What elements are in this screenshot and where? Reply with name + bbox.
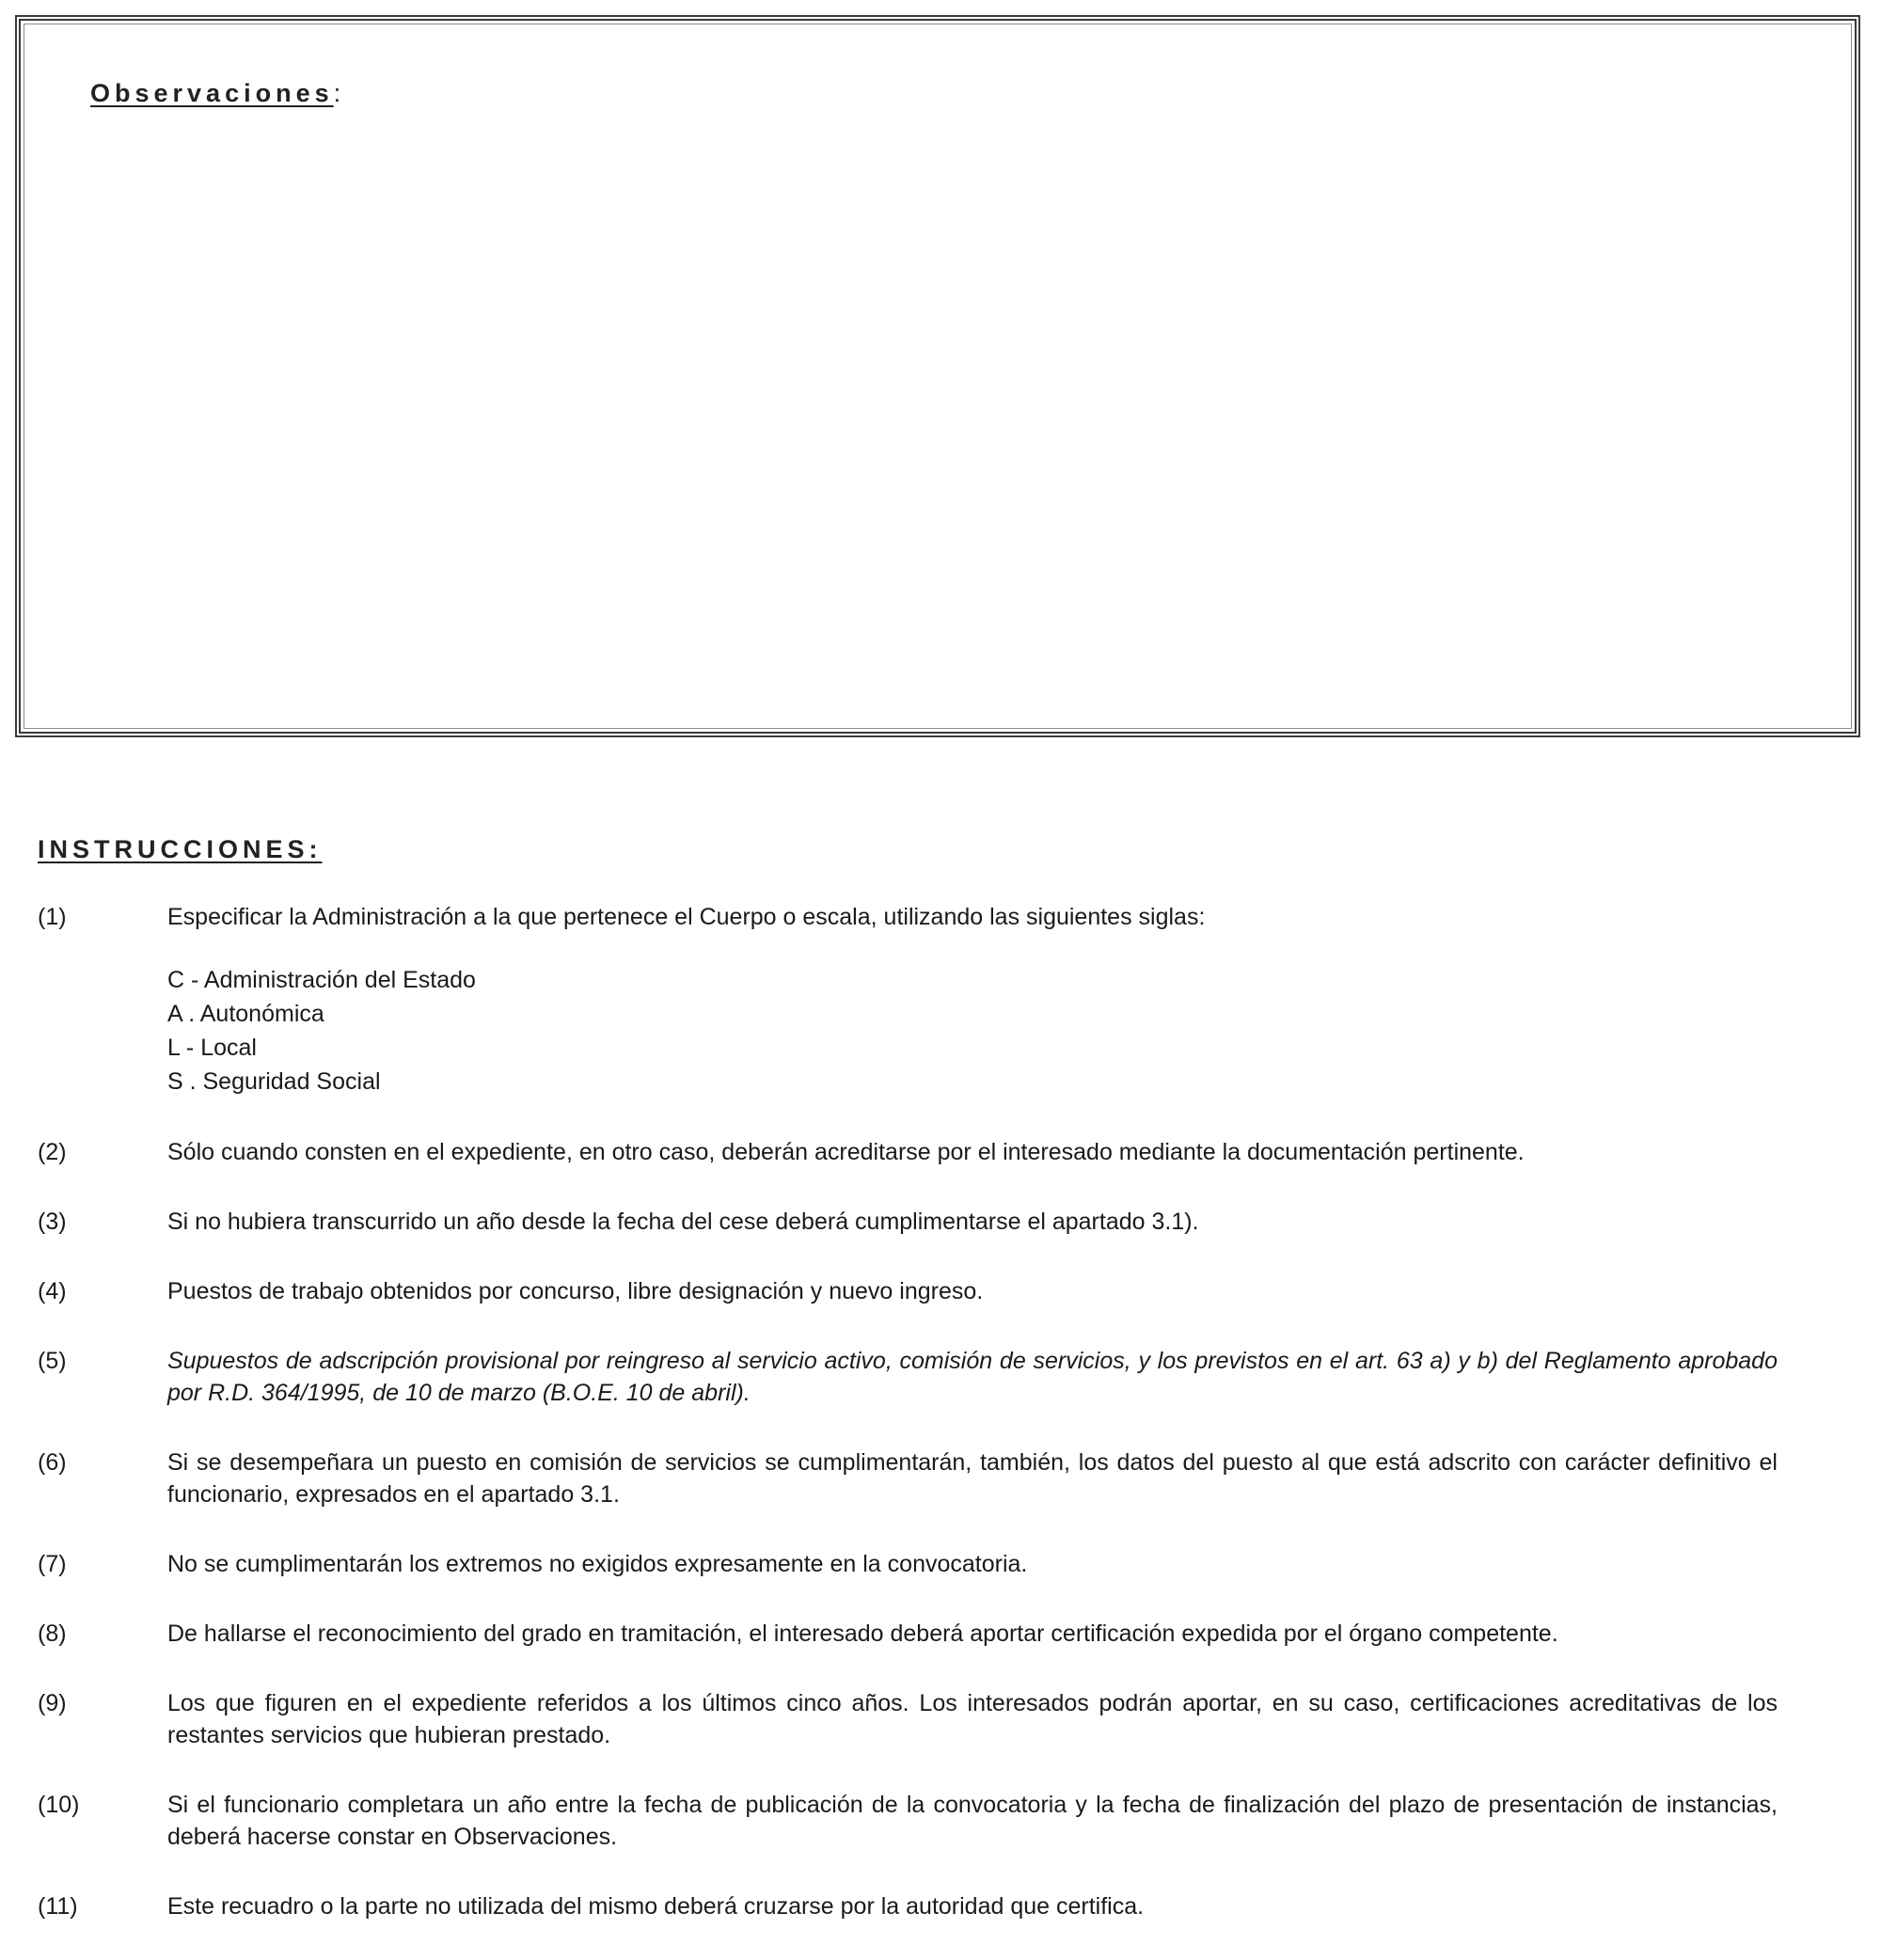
instruction-item-2 (38, 1136, 1778, 1168)
instruction-number: (2) (38, 1139, 67, 1165)
instruction-number: (5) (38, 1348, 67, 1374)
instruction-number: (3) (38, 1209, 67, 1235)
sigla-item: C - Administración del Estado (167, 967, 476, 993)
observaciones-colon: : (333, 79, 341, 107)
instruction-text: De hallarse el reconocimiento del grado en tramitación, el interesado deberá aportar certificación expedida por el órgano competente. (167, 1620, 1558, 1647)
instruction-number: (1) (38, 904, 67, 930)
instruction-text: Este recuadro o la parte no utilizada del mismo deberá cruzarse por la autoridad que certifica. (167, 1893, 1145, 1920)
instruction-text: Supuestos de adscripción provisional por reingreso al servicio activo, comisión de servicios, y los previstos en el art. 63 a) y b) del Reglamento aprobado por R.D. 364/1995, de 10 de marzo (B.O.E. 10 de abril). (167, 1348, 1778, 1406)
instruction-item-3 (38, 1206, 1778, 1238)
instruction-item-4 (38, 1275, 1778, 1307)
observaciones-box (15, 15, 1860, 737)
instruction-number: (10) (38, 1792, 80, 1818)
sigla-item: A . Autonómica (167, 1001, 324, 1027)
instruction-item-8 (38, 1618, 1778, 1650)
instrucciones-list (38, 901, 1778, 1960)
observaciones-title: Observaciones: (90, 79, 341, 107)
instruction-text: Si el funcionario completara un año entre la fecha de publicación de la convocatoria y la fecha de finalización del plazo de presentación de instancias, deberá hacerse constar en Observaciones. (167, 1792, 1778, 1850)
instruction-number: (9) (38, 1690, 67, 1716)
instrucciones-title: INSTRUCCIONES: (38, 835, 323, 863)
instruction-text: Los que figuren en el expediente referidos a los últimos cinco años. Los interesados podrán aportar, en su caso, certificaciones acreditativas de los restantes servicios que hubieran prestado. (167, 1690, 1778, 1748)
instruction-text: Si no hubiera transcurrido un año desde la fecha del cese deberá cumplimentarse el apartado 3.1). (167, 1209, 1199, 1235)
instruction-item-5 (38, 1345, 1778, 1409)
instruction-item-7 (38, 1548, 1778, 1580)
instruction-number: (11) (38, 1893, 78, 1920)
instruction-number: (6) (38, 1449, 67, 1476)
instruction-item-11 (38, 1890, 1778, 1922)
instruction-item-1 (38, 901, 1778, 933)
instruction-text: Puestos de trabajo obtenidos por concurso, libre designación y nuevo ingreso. (167, 1278, 984, 1304)
sigla-item: S . Seguridad Social (167, 1068, 381, 1095)
instruction-item-10 (38, 1789, 1778, 1853)
instruction-number: (7) (38, 1551, 67, 1577)
instruction-text: Especificar la Administración a la que pertenece el Cuerpo o escala, utilizando las siguientes siglas: (167, 904, 1206, 930)
instruction-number: (8) (38, 1620, 67, 1647)
siglas-list (167, 963, 1778, 1099)
instruction-text: No se cumplimentarán los extremos no exigidos expresamente en la convocatoria. (167, 1551, 1028, 1577)
instruction-number: (4) (38, 1278, 67, 1304)
instruction-item-9 (38, 1687, 1778, 1751)
instruction-text: Si se desempeñara un puesto en comisión de servicios se cumplimentarán, también, los datos del puesto al que está adscrito con carácter definitivo el funcionario, expresados en el apartado 3.1. (167, 1449, 1778, 1508)
sigla-item: L - Local (167, 1035, 257, 1061)
instruction-text: Sólo cuando consten en el expediente, en otro caso, deberán acreditarse por el interesado mediante la documentación pertinente. (167, 1139, 1525, 1165)
instruction-item-6 (38, 1446, 1778, 1510)
